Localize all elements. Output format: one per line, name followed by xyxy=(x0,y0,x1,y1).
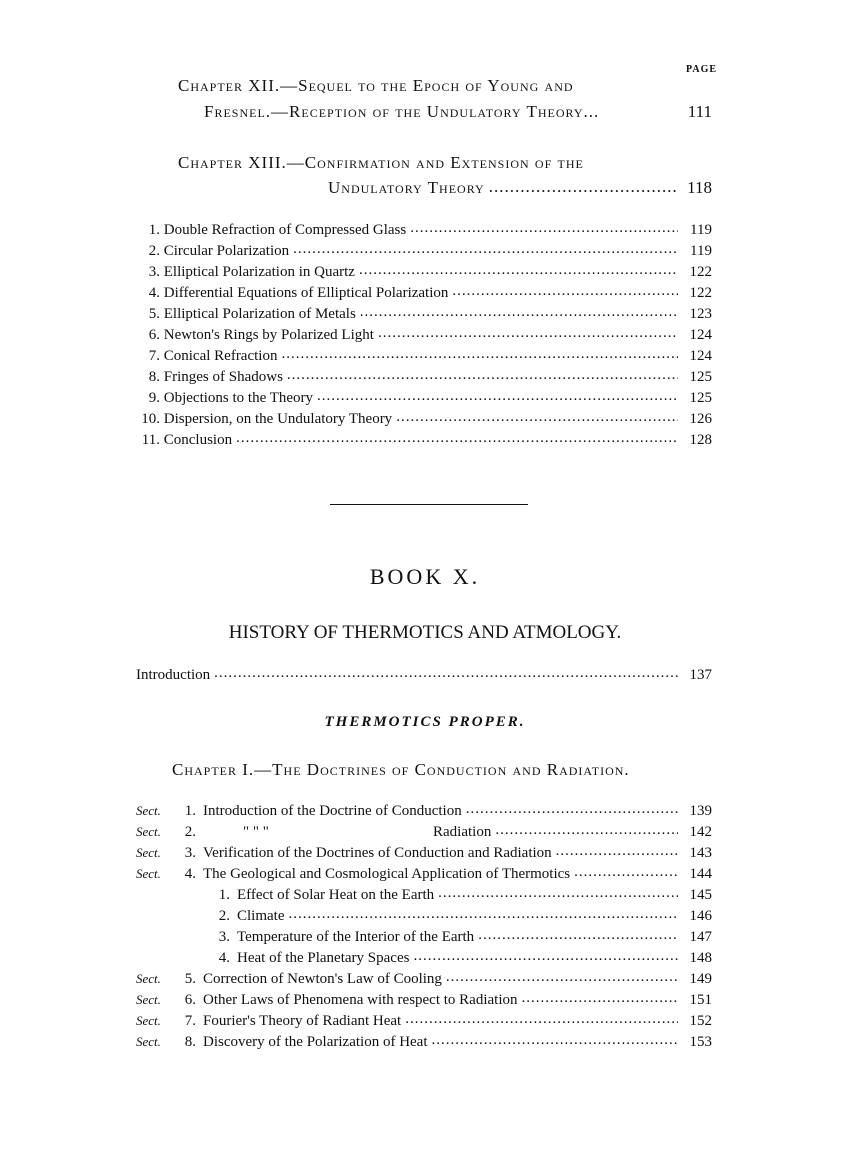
toc-entry-ch13-7[interactable] xyxy=(136,345,712,365)
entry-page: 152 xyxy=(689,1013,712,1029)
entry-index: 1. xyxy=(148,222,160,238)
leader-dots xyxy=(466,802,678,820)
entry-page: 147 xyxy=(689,929,712,945)
entry-page: 125 xyxy=(689,390,712,406)
toc-entry-ch13-3[interactable] xyxy=(136,261,712,281)
leader-dots xyxy=(556,844,678,862)
entry-title: Radiation xyxy=(433,824,492,840)
toc-entry-ch13-2[interactable] xyxy=(136,240,712,260)
entry-index: 4. xyxy=(148,285,160,301)
leader-dots xyxy=(317,389,678,407)
chapter-12-page: 111 xyxy=(687,102,712,121)
sect-label: Sect. xyxy=(136,866,161,881)
chapter-13-page: 118 xyxy=(687,178,712,197)
entry-page: 123 xyxy=(689,306,712,322)
leader-dots xyxy=(495,823,678,841)
entry-title: Verification of the Doctrines of Conduction and Radiation xyxy=(203,845,552,861)
leader-dots xyxy=(446,970,678,988)
entry-page: 119 xyxy=(690,243,712,259)
entry-title: Elliptical Polarization of Metals xyxy=(163,306,356,322)
entry-title: Dispersion, on the Undulatory Theory xyxy=(163,411,393,427)
leader-dots xyxy=(452,284,678,302)
toc-entry-sect-7[interactable] xyxy=(136,1010,712,1030)
chapter-13-title-line2: Undulatory Theory xyxy=(328,178,485,197)
entry-index: 7. xyxy=(148,348,160,364)
toc-entry-sect-4-1[interactable] xyxy=(216,884,712,904)
entry-title: Temperature of the Interior of the Earth xyxy=(237,929,475,945)
entry-page: 137 xyxy=(689,667,712,683)
sect-label: Sect. xyxy=(136,1013,161,1028)
entry-page: 151 xyxy=(689,992,712,1008)
entry-title: Fringes of Shadows xyxy=(163,369,283,385)
sect-number: 6. xyxy=(184,992,196,1008)
entry-title: The Geological and Cosmological Application of Thermotics xyxy=(203,866,571,882)
entry-page: 124 xyxy=(689,327,712,343)
entry-page: 143 xyxy=(689,845,712,861)
toc-entry-ch13-4[interactable] xyxy=(136,282,712,302)
chapter-12-title-line1: Chapter XII.—Sequel to the Epoch of Young and xyxy=(178,76,574,95)
page-column-label: PAGE xyxy=(686,64,718,75)
entry-page: 149 xyxy=(689,971,712,987)
entry-page: 142 xyxy=(689,824,712,840)
sect-label: Sect. xyxy=(136,845,161,860)
toc-entry-sect-4-4[interactable] xyxy=(216,947,712,967)
entry-page: 122 xyxy=(689,264,712,280)
entry-page: 144 xyxy=(689,866,712,882)
entry-title: Other Laws of Phenomena with respect to Radiation xyxy=(203,992,518,1008)
toc-entry-ch13-10[interactable] xyxy=(136,408,712,428)
entry-title: Differential Equations of Elliptical Polarization xyxy=(163,285,449,301)
entry-title: Newton's Rings by Polarized Light xyxy=(163,327,374,343)
leader-dots xyxy=(360,305,678,323)
toc-entry-sect-4[interactable] xyxy=(136,863,712,883)
chapter-12-title-line2: Fresnel.—Reception of the Undulatory Theory... xyxy=(204,102,600,121)
leader-dots xyxy=(478,928,678,946)
entry-title: Introduction of the Doctrine of Conduction xyxy=(203,803,462,819)
sect-label: Sect. xyxy=(136,971,161,986)
ditto-marks: " " " xyxy=(243,824,269,840)
toc-entry-introduction[interactable] xyxy=(136,664,712,684)
entry-index: 5. xyxy=(148,306,160,322)
entry-title: Introduction xyxy=(136,667,211,683)
chapter-12-entry[interactable] xyxy=(204,102,712,122)
leader-dots xyxy=(378,326,678,344)
sect-label: Sect. xyxy=(136,992,161,1007)
toc-entry-sect-6[interactable] xyxy=(136,989,712,1009)
sect-number: 2. xyxy=(184,824,196,840)
sect-number: 5. xyxy=(184,971,196,987)
sect-label: Sect. xyxy=(136,824,161,839)
leader-dots xyxy=(489,178,678,198)
entry-index: 9. xyxy=(148,390,160,406)
leader-dots xyxy=(281,347,678,365)
toc-entry-ch13-1[interactable] xyxy=(136,219,712,239)
toc-entry-sect-1[interactable] xyxy=(136,800,712,820)
leader-dots xyxy=(522,991,678,1009)
chapter-1-title: Chapter I.—The Doctrines of Conduction and Radiation. xyxy=(172,760,630,779)
sub-number: 3. xyxy=(218,929,230,945)
sub-number: 1. xyxy=(218,887,230,903)
entry-page: 146 xyxy=(689,908,712,924)
entry-index: 3. xyxy=(148,264,160,280)
entry-title: Double Refraction of Compressed Glass xyxy=(163,222,407,238)
toc-entry-ch13-8[interactable] xyxy=(136,366,712,386)
entry-index: 6. xyxy=(148,327,160,343)
leader-dots xyxy=(287,368,678,386)
toc-entry-sect-4-3[interactable] xyxy=(216,926,712,946)
entry-title: Heat of the Planetary Spaces xyxy=(237,950,410,966)
toc-entry-sect-4-2[interactable] xyxy=(216,905,712,925)
sect-number: 7. xyxy=(184,1013,196,1029)
entry-title: Circular Polarization xyxy=(163,243,290,259)
leader-dots xyxy=(413,949,678,967)
entry-index: 11. xyxy=(141,432,160,448)
entry-page: 124 xyxy=(689,348,712,364)
sect-number: 1. xyxy=(184,803,196,819)
sect-number: 8. xyxy=(184,1034,196,1050)
sect-number: 3. xyxy=(184,845,196,861)
toc-entry-sect-2[interactable] xyxy=(136,821,712,841)
leader-dots xyxy=(432,1033,678,1051)
entry-page: 148 xyxy=(689,950,712,966)
entry-title: Fourier's Theory of Radiant Heat xyxy=(203,1013,402,1029)
leader-dots xyxy=(236,431,678,449)
leader-dots xyxy=(438,886,678,904)
entry-title: Elliptical Polarization in Quartz xyxy=(163,264,355,280)
leader-dots xyxy=(214,666,678,684)
entry-page: 119 xyxy=(690,222,712,238)
leader-dots xyxy=(574,865,678,883)
leader-dots xyxy=(410,221,678,239)
toc-entry-ch13-5[interactable] xyxy=(136,303,712,323)
chapter-13-entry[interactable] xyxy=(328,178,712,198)
part-heading: THERMOTICS PROPER. xyxy=(324,714,526,730)
toc-entry-sect-3[interactable] xyxy=(136,842,712,862)
entry-page: 126 xyxy=(689,411,712,427)
entry-title: Climate xyxy=(237,908,285,924)
entry-page: 125 xyxy=(689,369,712,385)
book-title: BOOK X. xyxy=(369,564,481,589)
entry-title: Conical Refraction xyxy=(163,348,278,364)
entry-page: 128 xyxy=(689,432,712,448)
entry-title: Objections to the Theory xyxy=(163,390,314,406)
leader-dots xyxy=(405,1012,678,1030)
toc-entry-sect-5[interactable] xyxy=(136,968,712,988)
toc-entry-ch13-9[interactable] xyxy=(136,387,712,407)
leader-dots xyxy=(359,263,678,281)
entry-title: Correction of Newton's Law of Cooling xyxy=(203,971,442,987)
entry-title: Effect of Solar Heat on the Earth xyxy=(237,887,435,903)
entry-page: 153 xyxy=(689,1034,712,1050)
entry-index: 2. xyxy=(148,243,160,259)
entry-page: 145 xyxy=(689,887,712,903)
section-divider xyxy=(330,504,528,505)
chapter-13-title-line1: Chapter XIII.—Confirmation and Extension of the xyxy=(178,153,584,172)
toc-entry-sect-8[interactable] xyxy=(136,1031,712,1051)
entry-page: 139 xyxy=(689,803,712,819)
sub-number: 4. xyxy=(218,950,230,966)
sub-number: 2. xyxy=(218,908,230,924)
entry-page: 122 xyxy=(689,285,712,301)
entry-index: 8. xyxy=(148,369,160,385)
sect-label: Sect. xyxy=(136,803,161,818)
sect-number: 4. xyxy=(184,866,196,882)
entry-title: Discovery of the Polarization of Heat xyxy=(203,1034,428,1050)
entry-title: Conclusion xyxy=(163,432,233,448)
toc-entry-ch13-6[interactable] xyxy=(136,324,712,344)
leader-dots xyxy=(293,242,678,260)
leader-dots xyxy=(396,410,678,428)
entry-index: 10. xyxy=(141,411,160,427)
toc-entry-ch13-11[interactable] xyxy=(136,429,712,449)
leader-dots xyxy=(289,907,679,925)
sect-label: Sect. xyxy=(136,1034,161,1049)
book-subtitle: HISTORY OF THERMOTICS AND ATMOLOGY. xyxy=(228,622,622,643)
